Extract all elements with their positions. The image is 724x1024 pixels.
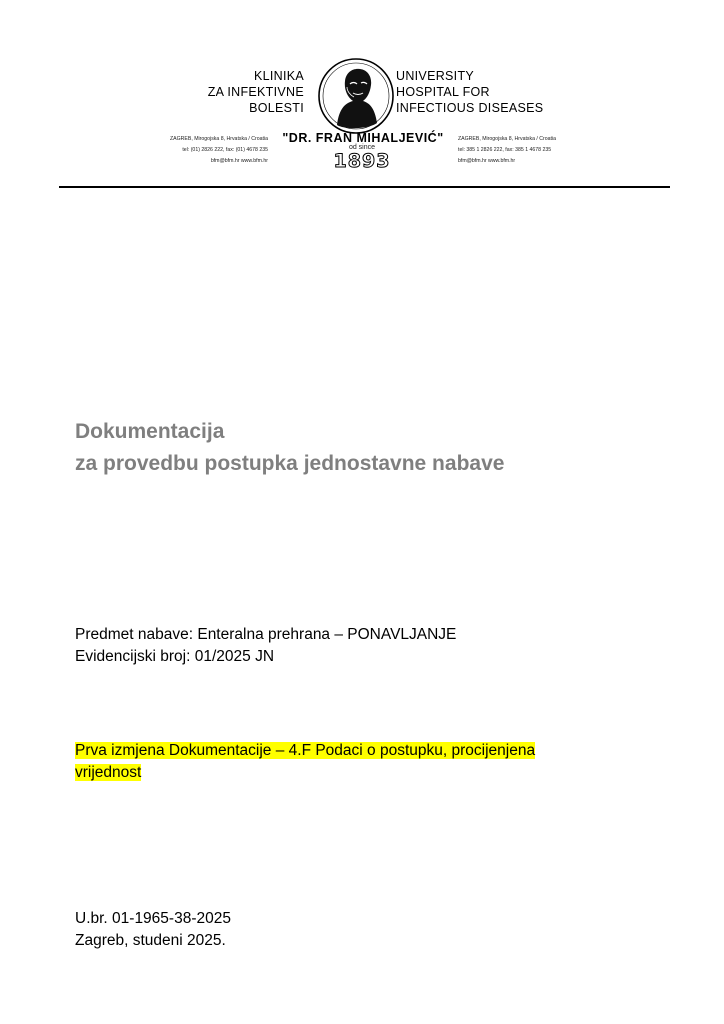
letterhead-contact-right [458, 134, 568, 167]
hospital-name: "DR. FRAN MIHALJEVIĆ" [282, 131, 444, 145]
document-title [75, 416, 635, 480]
founding-year: 1893 [333, 150, 391, 172]
contact-line: ZAGREB, Mirogojska 8, Hrvatska / Croatia [458, 136, 557, 142]
subject-line: Predmet nabave: Enteralna prehrana – PONAVLJANJE [75, 626, 457, 643]
letterhead-left-block [196, 68, 304, 116]
contact-line: tel: 385 1 2826 222, fax: 385 1 4678 235 [458, 147, 552, 153]
letterhead-right-line: INFECTIOUS DISEASES [396, 101, 544, 115]
contact-line: bfm@bfm.hr www.bfm.hr [458, 158, 516, 164]
reference-number-line: Evidencijski broj: 01/2025 JN [75, 648, 275, 665]
letterhead-left-line: ZA INFEKTIVNE [207, 85, 304, 99]
letterhead-left-line: KLINIKA [253, 69, 304, 83]
place-date: Zagreb, studeni 2025. [75, 932, 226, 949]
letterhead-divider [59, 186, 670, 188]
contact-line: ZAGREB, Mirogojska 8, Hrvatska / Croatia [169, 136, 268, 142]
founder-portrait-logo [317, 57, 395, 135]
amendment-line: vrijednost [75, 764, 142, 781]
since-label: od since [348, 144, 376, 151]
procurement-subject [75, 624, 655, 668]
amendment-line: Prva izmjena Dokumentacije – 4.F Podaci o postupku, procijenjena [75, 742, 536, 759]
registry-number: U.br. 01-1965-38-2025 [75, 910, 231, 927]
letterhead-left-line: BOLESTI [249, 101, 304, 115]
document-footer [75, 908, 655, 952]
letterhead-contact-left [154, 134, 268, 167]
letterhead-right-line: UNIVERSITY [396, 69, 475, 83]
letterhead-right-line: HOSPITAL FOR [396, 85, 490, 99]
letterhead-right-block [396, 68, 566, 116]
contact-line: bfm@bfm.hr www.bfm.hr [210, 158, 268, 164]
title-line: Dokumentacija [75, 420, 225, 443]
amendment-notice [75, 740, 655, 784]
title-line: za provedbu postupka jednostavne nabave [75, 452, 505, 475]
contact-line: tel: (01) 2826 222, fax: (01) 4678 235 [182, 147, 268, 153]
